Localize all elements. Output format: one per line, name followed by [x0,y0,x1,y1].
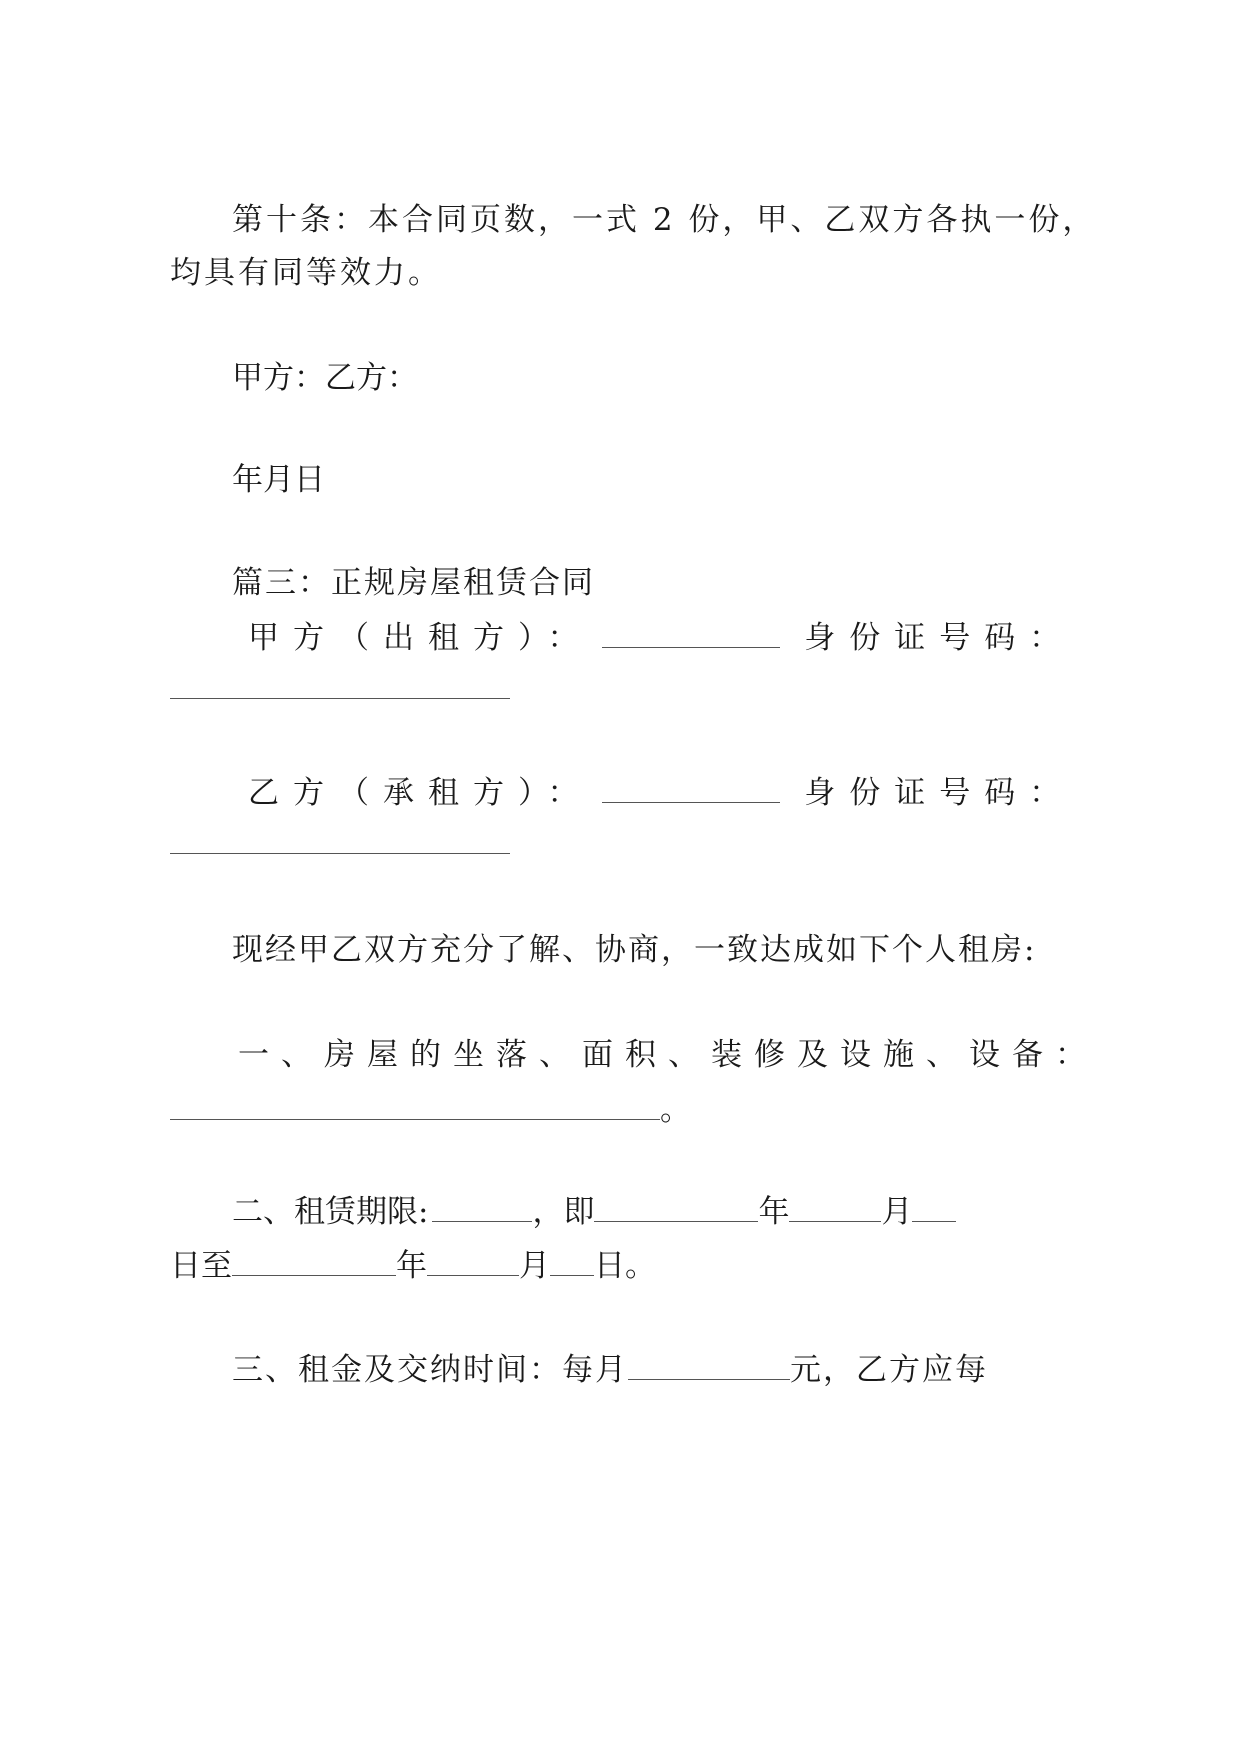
clause-1-line: 一、房屋的坐落、面积、装修及设施、设备： [238,1037,1098,1073]
end-year-blank[interactable] [232,1249,396,1276]
section-title: 篇三：正规房屋租赁合同 [232,565,595,601]
clause-1-end: 。 [660,1092,691,1128]
party-b-label: 乙方（承租方）： [248,775,593,811]
clause-2-ji: ，即 [532,1194,595,1230]
end-month-blank[interactable] [427,1249,519,1276]
lease-term-blank[interactable] [432,1195,532,1222]
clause-2-prefix: 二、租赁期限: [232,1194,429,1230]
party-b-name-blank[interactable] [602,776,780,803]
party-a-id-blank[interactable] [170,698,510,699]
start-year-blank[interactable] [594,1195,758,1222]
clause-2-end: 日。 [594,1248,656,1284]
party-a-label: 甲方（出租方）： [248,620,593,656]
party-a-line [248,618,1074,658]
end-day-blank[interactable] [550,1249,594,1276]
monthly-rent-blank[interactable] [628,1353,790,1380]
start-year-label: 年 [758,1194,790,1230]
clause-3-prefix: 三、租金及交纳时间：每月 [232,1352,628,1388]
clause-2-line-2 [170,1246,656,1286]
party-a-id-label: 身份证号码： [804,620,1075,656]
clause-3-line [232,1350,988,1390]
clause-3-suffix: 元，乙方应每 [790,1352,988,1388]
signature-line: 甲方：乙方： [232,360,418,396]
party-b-id-label: 身份证号码： [804,775,1075,811]
end-month-label: 月 [519,1248,550,1284]
date-line: 年月日 [232,462,325,498]
start-month-label: 月 [881,1194,913,1230]
end-year-label: 年 [396,1248,427,1284]
party-b-line [248,773,1074,813]
clause-2-line-1 [232,1192,956,1232]
clause-10-line-2: 均具有同等效力。 [170,255,442,291]
property-details-blank[interactable] [170,1093,660,1120]
start-month-blank[interactable] [789,1195,881,1222]
party-b-id-blank[interactable] [170,853,510,854]
party-a-name-blank[interactable] [602,621,780,648]
clause-10-line-1: 第十条：本合同页数，一式 2 份，甲、乙双方各执一份， [232,202,1097,238]
intro-paragraph: 现经甲乙双方充分了解、协商，一致达成如下个人租房: [232,932,1037,968]
start-day-blank[interactable] [912,1195,956,1222]
clause-1-line-2 [170,1090,691,1130]
clause-2-to: 日至 [170,1248,232,1284]
